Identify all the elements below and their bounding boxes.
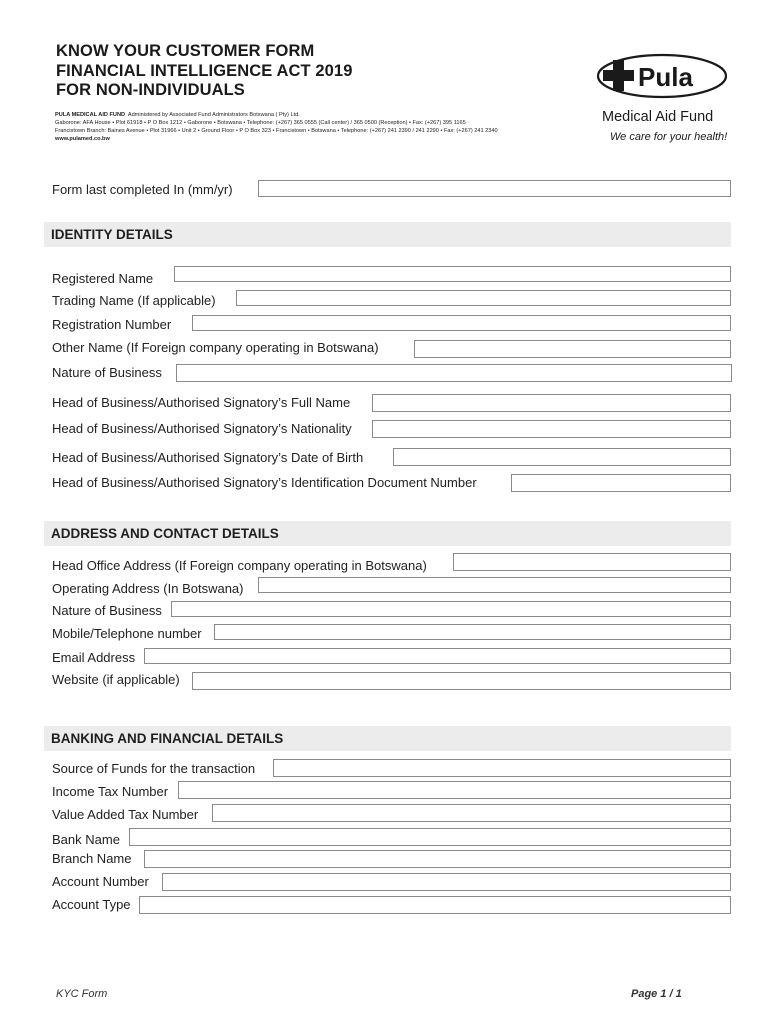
signatory-full-name-label: Head of Business/Authorised Signatory’s Full Name	[52, 395, 351, 410]
account-type-input[interactable]	[139, 896, 731, 914]
pula-logo	[596, 52, 736, 144]
nature-of-business-label: Nature of Business	[52, 365, 162, 380]
title-line: FOR NON-INDIVIDUALS	[56, 81, 245, 99]
signatory-nationality-label: Head of Business/Authorised Signatory’s Nationality	[52, 421, 352, 436]
website-label: Website (if applicable)	[52, 672, 180, 687]
trading-name-label: Trading Name (If applicable)	[52, 293, 216, 308]
signatory-dob-label: Head of Business/Authorised Signatory’s Date of Birth	[52, 450, 364, 465]
account-number-label: Account Number	[52, 874, 149, 889]
title-line: FINANCIAL INTELLIGENCE ACT 2019	[56, 61, 353, 80]
account-number-input[interactable]	[162, 873, 731, 891]
title-line: KNOW YOUR CUSTOMER FORM	[56, 42, 315, 60]
source-of-funds-label: Source of Funds for the transaction	[52, 761, 256, 776]
registration-number-input[interactable]	[192, 315, 731, 331]
registration-number-label: Registration Number	[52, 317, 172, 332]
email-address-input[interactable]	[144, 648, 731, 664]
operating-address-label: Operating Address (In Botswana)	[52, 581, 244, 596]
signatory-id-number-label: Head of Business/Authorised Signatory’s Identification Document Number	[52, 475, 477, 490]
branch-name-label: Branch Name	[52, 851, 132, 866]
website-input[interactable]	[192, 672, 731, 690]
identity-section-header	[44, 222, 731, 247]
vat-number-label: Value Added Tax Number	[52, 807, 199, 822]
trading-name-input[interactable]	[236, 290, 731, 306]
registered-name-label: Registered Name	[52, 271, 154, 286]
signatory-id-number-input[interactable]	[511, 474, 731, 492]
branch-name-input[interactable]	[144, 850, 731, 868]
banking-heading: BANKING AND FINANCIAL DETAILS	[51, 731, 284, 746]
signatory-nationality-input[interactable]	[372, 420, 731, 438]
logo-tagline: We care for your health!	[610, 131, 728, 143]
nature-of-business-input[interactable]	[176, 364, 732, 382]
pula-logo-graphic	[596, 52, 736, 144]
other-name-input[interactable]	[414, 340, 731, 358]
email-address-label: Email Address	[52, 650, 136, 665]
other-name-label: Other Name (If Foreign company operating in Botswana)	[52, 340, 379, 355]
administered-by: Administered by Associated Fund Administrators Botswana ( Pty) Ltd.	[127, 112, 300, 118]
identity-heading: IDENTITY DETAILS	[51, 227, 173, 242]
income-tax-number-input[interactable]	[178, 781, 731, 799]
gaborone-address: Gaborone: AFA House • Plot 61918 • P O Box 1212 • Gaborone • Botswana • Telephone: (+267) 365 0555 (Call center) / 365 0500 (Reception) • Fax: (+267) 395 1165	[55, 120, 466, 126]
form-last-completed-label: Form last completed In (mm/yr)	[52, 182, 233, 197]
income-tax-number-label: Income Tax Number	[52, 784, 169, 799]
registered-name-input[interactable]	[174, 266, 731, 282]
address-section-header	[44, 521, 731, 546]
page-title	[56, 42, 352, 101]
account-type-label: Account Type	[52, 897, 131, 912]
phone-number-input[interactable]	[214, 624, 731, 640]
head-office-address-input[interactable]	[453, 553, 731, 571]
fund-admin-line	[55, 111, 300, 119]
source-of-funds-input[interactable]	[273, 759, 731, 777]
logo-brand: Pula	[638, 62, 693, 92]
signatory-full-name-input[interactable]	[372, 394, 731, 412]
head-office-address-label: Head Office Address (If Foreign company operating in Botswana)	[52, 558, 427, 573]
vat-number-input[interactable]	[212, 804, 731, 822]
banking-section-header	[44, 726, 731, 751]
website-link[interactable]: www.pulamed.co.bw	[55, 136, 110, 142]
phone-number-label: Mobile/Telephone number	[52, 626, 202, 641]
form-last-completed-input[interactable]	[258, 180, 731, 197]
operating-address-input[interactable]	[258, 577, 731, 593]
bank-name-input[interactable]	[129, 828, 731, 846]
address-heading: ADDRESS AND CONTACT DETAILS	[51, 526, 279, 541]
address-nature-of-business-label: Nature of Business	[52, 603, 162, 618]
logo-subtitle: Medical Aid Fund	[602, 109, 714, 125]
bank-name-label: Bank Name	[52, 832, 120, 847]
fund-name: PULA MEDICAL AID FUND	[55, 112, 126, 118]
address-nature-of-business-input[interactable]	[171, 601, 731, 617]
francistown-address: Francistown Branch: Baines Avenue • Plot 31966 • Unit 2 • Ground Floor • P O Box 323 • Francistown • Botswana • Telephone: (+267) 241 2390 / 241 2290 • Fax: (+267) 241 2340	[55, 128, 498, 134]
page-number: Page 1 / 1	[631, 988, 682, 1000]
signatory-dob-input[interactable]	[393, 448, 731, 466]
footer-form-name: KYC Form	[56, 988, 108, 1000]
